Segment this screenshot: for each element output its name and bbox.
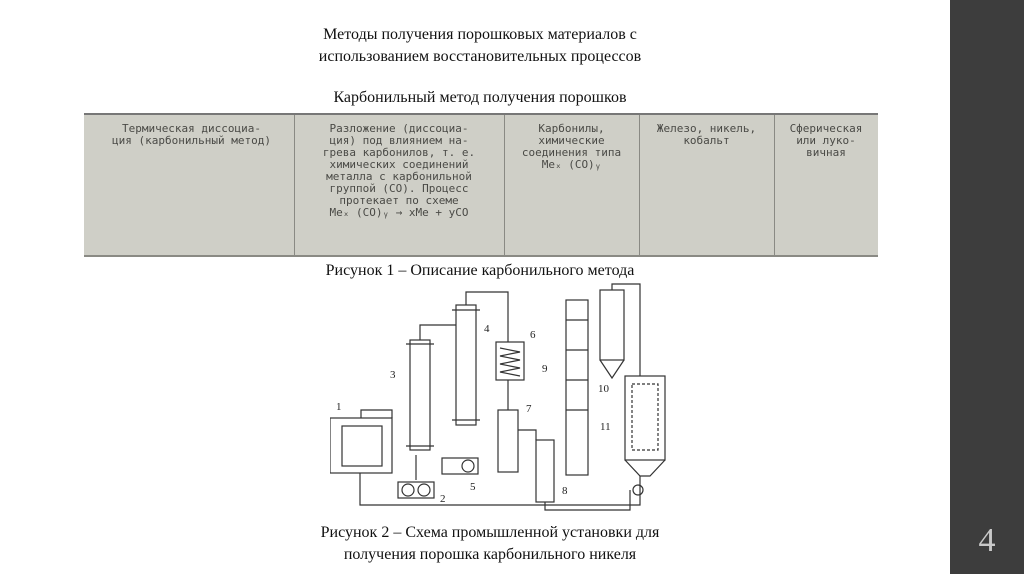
tank-1-inner xyxy=(342,426,382,466)
table-divider xyxy=(639,115,640,255)
figure-1-caption: Рисунок 1 – Описание карбонильного метода xyxy=(325,262,635,279)
carbonyl-plant-diagram xyxy=(330,280,690,520)
label-1: 1 xyxy=(336,401,342,413)
slide-title xyxy=(240,24,720,68)
cyclone-10 xyxy=(600,290,624,360)
column-3 xyxy=(410,340,430,450)
table-cell-essence: Разложение (диссоциа- ция) под влиянием на- грева карбонилов, т. е. химических соединений металла с карбонильной группой (CO). Процесс протекает по схеме Meₓ (CO)ᵧ → xMe + yCO xyxy=(322,122,476,219)
label-8: 8 xyxy=(562,485,568,497)
title-line-1: Методы получения порошковых материалов с xyxy=(323,26,637,43)
column-9 xyxy=(566,300,588,475)
label-11: 11 xyxy=(600,421,611,433)
title-line-2: использованием восстановительных процессов xyxy=(318,48,642,65)
slide-subtitle: Карбонильный метод получения порошков xyxy=(333,89,627,106)
scanned-table-image xyxy=(84,113,878,257)
figure-2-caption-line-2: получения порошка карбонильного никеля xyxy=(343,546,637,563)
figure-2-caption-line-1: Рисунок 2 – Схема промышленной установки для xyxy=(320,524,660,541)
pump-2-rotor xyxy=(402,484,414,496)
label-5: 5 xyxy=(470,481,476,493)
column-4 xyxy=(456,305,476,425)
label-9: 9 xyxy=(542,363,548,375)
pump-2-rotor xyxy=(418,484,430,496)
table-divider xyxy=(774,115,775,255)
column-7 xyxy=(498,410,518,472)
table-divider xyxy=(504,115,505,255)
label-4: 4 xyxy=(484,323,490,335)
figure-2-caption xyxy=(230,522,750,566)
label-6: 6 xyxy=(530,329,536,341)
column-8 xyxy=(536,440,554,502)
decomposer-11 xyxy=(625,376,665,460)
label-3: 3 xyxy=(390,369,396,381)
pump-5 xyxy=(442,458,478,474)
table-cell-metals: Железо, никель, кобальт xyxy=(656,122,757,147)
pump-2 xyxy=(398,482,434,498)
label-10: 10 xyxy=(598,383,609,395)
coil xyxy=(500,348,520,376)
label-2: 2 xyxy=(440,493,446,505)
table-cell-method: Термическая диссоциа- ция (карбонильный метод) xyxy=(112,122,271,147)
table-cell-material: Карбонилы, химические соединения типа Meₓ (CO)ᵧ xyxy=(521,122,622,171)
page-number: 4 xyxy=(978,522,996,559)
label-7: 7 xyxy=(526,403,532,415)
table-divider xyxy=(294,115,295,255)
slide-sidebar xyxy=(950,0,1024,574)
table-cell-shape: Сферическая или луко- вичная xyxy=(789,122,863,159)
